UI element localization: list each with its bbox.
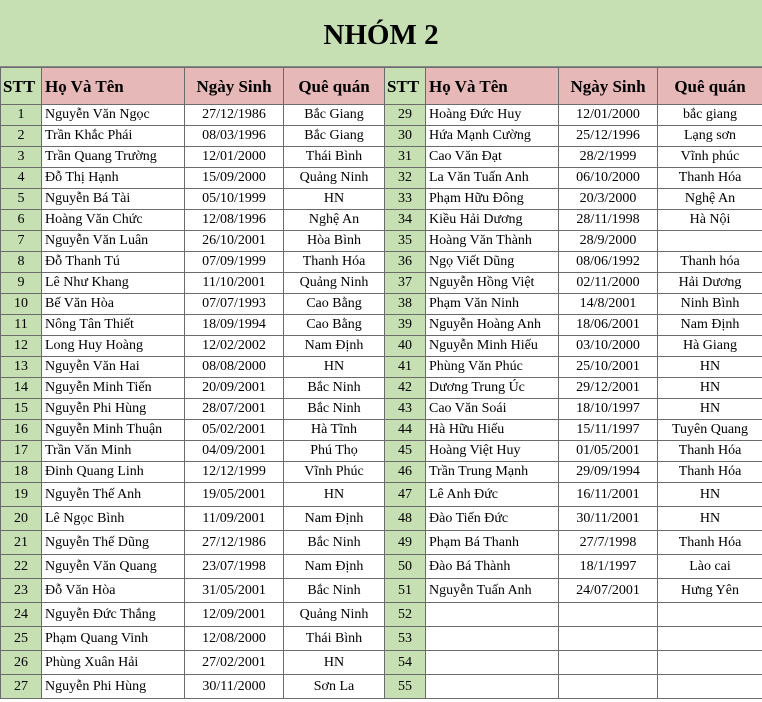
- cell-stt-left[interactable]: 11: [1, 315, 42, 336]
- cell-name-left[interactable]: Phùng Xuân Hải: [42, 651, 185, 675]
- cell-name-right[interactable]: Cao Văn Soái: [426, 399, 559, 420]
- cell-stt-right[interactable]: 36: [385, 252, 426, 273]
- cell-dob-right[interactable]: 28/2/1999: [559, 147, 658, 168]
- cell-dob-right[interactable]: 25/10/2001: [559, 357, 658, 378]
- cell-hometown-left[interactable]: Nam Định: [284, 555, 385, 579]
- cell-dob-right[interactable]: 18/1/1997: [559, 555, 658, 579]
- cell-hometown-left[interactable]: Bắc Ninh: [284, 531, 385, 555]
- cell-stt-right[interactable]: 50: [385, 555, 426, 579]
- cell-name-left[interactable]: Nguyễn Phi Hùng: [42, 399, 185, 420]
- cell-name-right[interactable]: [426, 651, 559, 675]
- cell-stt-right[interactable]: 41: [385, 357, 426, 378]
- cell-hometown-right[interactable]: HN: [658, 507, 762, 531]
- cell-name-right[interactable]: Phạm Bá Thanh: [426, 531, 559, 555]
- table-row: [1, 483, 762, 507]
- cell-dob-left[interactable]: 05/02/2001: [185, 420, 284, 441]
- cell-stt-left[interactable]: 12: [1, 336, 42, 357]
- cell-dob-left[interactable]: 08/03/1996: [185, 126, 284, 147]
- cell-stt-left[interactable]: 14: [1, 378, 42, 399]
- cell-dob-right[interactable]: 16/11/2001: [559, 483, 658, 507]
- cell-hometown-left[interactable]: Cao Bằng: [284, 294, 385, 315]
- cell-name-right[interactable]: Ngọ Viết Dũng: [426, 252, 559, 273]
- cell-dob-left[interactable]: 12/12/1999: [185, 462, 284, 483]
- cell-stt-left[interactable]: 24: [1, 603, 42, 627]
- cell-stt-right[interactable]: 46: [385, 462, 426, 483]
- cell-hometown-right[interactable]: Vĩnh phúc: [658, 147, 762, 168]
- cell-stt-right[interactable]: 34: [385, 210, 426, 231]
- cell-name-left[interactable]: Đỗ Thị Hạnh: [42, 168, 185, 189]
- table-row: [1, 252, 762, 273]
- cell-dob-right[interactable]: 24/07/2001: [559, 579, 658, 603]
- cell-dob-left[interactable]: 11/09/2001: [185, 507, 284, 531]
- cell-name-left[interactable]: Phạm Quang Vinh: [42, 627, 185, 651]
- cell-name-left[interactable]: Nguyễn Văn Ngọc: [42, 105, 185, 126]
- cell-hometown-right[interactable]: [658, 603, 762, 627]
- cell-hometown-right[interactable]: Thanh Hóa: [658, 168, 762, 189]
- cell-hometown-right[interactable]: Ninh Bình: [658, 294, 762, 315]
- cell-hometown-left[interactable]: Bắc Giang: [284, 105, 385, 126]
- cell-dob-right[interactable]: 14/8/2001: [559, 294, 658, 315]
- cell-name-left[interactable]: Hoàng Văn Chức: [42, 210, 185, 231]
- header-dob-right[interactable]: Ngày Sinh: [559, 68, 658, 105]
- cell-dob-left[interactable]: 07/09/1999: [185, 252, 284, 273]
- cell-dob-right[interactable]: 03/10/2000: [559, 336, 658, 357]
- cell-stt-right[interactable]: 43: [385, 399, 426, 420]
- cell-hometown-left[interactable]: Thái Bình: [284, 147, 385, 168]
- cell-stt-right[interactable]: 51: [385, 579, 426, 603]
- cell-hometown-left[interactable]: Bắc Ninh: [284, 579, 385, 603]
- cell-hometown-right[interactable]: HN: [658, 378, 762, 399]
- cell-hometown-left[interactable]: HN: [284, 357, 385, 378]
- cell-name-right[interactable]: Cao Văn Đạt: [426, 147, 559, 168]
- cell-stt-left[interactable]: 16: [1, 420, 42, 441]
- cell-hometown-right[interactable]: HN: [658, 357, 762, 378]
- cell-stt-left[interactable]: 4: [1, 168, 42, 189]
- header-hometown-right[interactable]: Quê quán: [658, 68, 762, 105]
- cell-name-left[interactable]: Đỗ Văn Hòa: [42, 579, 185, 603]
- cell-hometown-right[interactable]: Nam Định: [658, 315, 762, 336]
- table-row: [1, 336, 762, 357]
- cell-stt-right[interactable]: 47: [385, 483, 426, 507]
- cell-hometown-right[interactable]: bắc giang: [658, 105, 762, 126]
- cell-name-right[interactable]: Hoàng Việt Huy: [426, 441, 559, 462]
- cell-name-left[interactable]: Trần Khắc Phái: [42, 126, 185, 147]
- cell-hometown-left[interactable]: Phú Thọ: [284, 441, 385, 462]
- cell-name-right[interactable]: Đào Tiến Đức: [426, 507, 559, 531]
- cell-stt-right[interactable]: 29: [385, 105, 426, 126]
- cell-name-left[interactable]: Nguyễn Thế Dũng: [42, 531, 185, 555]
- cell-stt-left[interactable]: 7: [1, 231, 42, 252]
- cell-stt-right[interactable]: 55: [385, 675, 426, 699]
- cell-name-left[interactable]: Nguyễn Minh Thuận: [42, 420, 185, 441]
- cell-hometown-right[interactable]: Thanh Hóa: [658, 441, 762, 462]
- cell-stt-left[interactable]: 21: [1, 531, 42, 555]
- cell-stt-right[interactable]: 54: [385, 651, 426, 675]
- cell-dob-left[interactable]: 05/10/1999: [185, 189, 284, 210]
- table-row: [1, 579, 762, 603]
- cell-name-left[interactable]: Lê Ngọc Bình: [42, 507, 185, 531]
- cell-stt-right[interactable]: 53: [385, 627, 426, 651]
- cell-stt-left[interactable]: 20: [1, 507, 42, 531]
- cell-name-left[interactable]: Nguyễn Đức Thắng: [42, 603, 185, 627]
- cell-dob-right[interactable]: 28/9/2000: [559, 231, 658, 252]
- cell-stt-left[interactable]: 8: [1, 252, 42, 273]
- cell-name-left[interactable]: Đinh Quang Linh: [42, 462, 185, 483]
- cell-stt-right[interactable]: 38: [385, 294, 426, 315]
- table-row: [1, 531, 762, 555]
- cell-dob-right[interactable]: [559, 603, 658, 627]
- cell-hometown-right[interactable]: [658, 651, 762, 675]
- cell-name-right[interactable]: Đào Bá Thành: [426, 555, 559, 579]
- table-row: [1, 294, 762, 315]
- cell-hometown-left[interactable]: Bắc Ninh: [284, 378, 385, 399]
- cell-stt-left[interactable]: 23: [1, 579, 42, 603]
- cell-stt-left[interactable]: 1: [1, 105, 42, 126]
- cell-dob-left[interactable]: 27/02/2001: [185, 651, 284, 675]
- cell-stt-right[interactable]: 30: [385, 126, 426, 147]
- cell-name-right[interactable]: Lê Anh Đức: [426, 483, 559, 507]
- cell-stt-left[interactable]: 10: [1, 294, 42, 315]
- cell-stt-left[interactable]: 2: [1, 126, 42, 147]
- cell-stt-left[interactable]: 17: [1, 441, 42, 462]
- table-row: [1, 105, 762, 126]
- table-row: [1, 273, 762, 294]
- cell-stt-left[interactable]: 18: [1, 462, 42, 483]
- cell-name-right[interactable]: Nguyễn Hoàng Anh: [426, 315, 559, 336]
- cell-stt-right[interactable]: 48: [385, 507, 426, 531]
- cell-stt-left[interactable]: 9: [1, 273, 42, 294]
- cell-dob-left[interactable]: 04/09/2001: [185, 441, 284, 462]
- cell-dob-left[interactable]: 28/07/2001: [185, 399, 284, 420]
- cell-dob-right[interactable]: 12/01/2000: [559, 105, 658, 126]
- header-stt-left[interactable]: STT: [1, 68, 42, 105]
- cell-hometown-left[interactable]: Hà Tĩnh: [284, 420, 385, 441]
- cell-name-left[interactable]: Nguyễn Bá Tài: [42, 189, 185, 210]
- cell-stt-right[interactable]: 44: [385, 420, 426, 441]
- cell-name-right[interactable]: Trần Trung Mạnh: [426, 462, 559, 483]
- cell-name-left[interactable]: Nông Tân Thiết: [42, 315, 185, 336]
- table-row: [1, 441, 762, 462]
- cell-hometown-right[interactable]: Thanh hóa: [658, 252, 762, 273]
- cell-dob-left[interactable]: 30/11/2000: [185, 675, 284, 699]
- cell-hometown-right[interactable]: Hà Nội: [658, 210, 762, 231]
- header-row: [1, 68, 762, 105]
- table-row: [1, 357, 762, 378]
- header-name-right[interactable]: Họ Và Tên: [426, 68, 559, 105]
- table-row: [1, 627, 762, 651]
- cell-dob-right[interactable]: 06/10/2000: [559, 168, 658, 189]
- table-row: [1, 420, 762, 441]
- cell-hometown-left[interactable]: Nam Định: [284, 336, 385, 357]
- cell-hometown-right[interactable]: HN: [658, 483, 762, 507]
- cell-dob-left[interactable]: 07/07/1993: [185, 294, 284, 315]
- cell-name-right[interactable]: Hoàng Văn Thành: [426, 231, 559, 252]
- table-row: [1, 651, 762, 675]
- cell-hometown-left[interactable]: HN: [284, 483, 385, 507]
- cell-name-left[interactable]: Nguyễn Văn Quang: [42, 555, 185, 579]
- table-row: [1, 399, 762, 420]
- table-row: [1, 168, 762, 189]
- cell-hometown-left[interactable]: Cao Bằng: [284, 315, 385, 336]
- cell-name-left[interactable]: Long Huy Hoàng: [42, 336, 185, 357]
- cell-name-right[interactable]: Hà Hữu Hiếu: [426, 420, 559, 441]
- cell-hometown-right[interactable]: Tuyên Quang: [658, 420, 762, 441]
- cell-dob-right[interactable]: 25/12/1996: [559, 126, 658, 147]
- cell-name-left[interactable]: Lê Như Khang: [42, 273, 185, 294]
- cell-dob-left[interactable]: 12/09/2001: [185, 603, 284, 627]
- table-row: [1, 507, 762, 531]
- cell-dob-right[interactable]: 08/06/1992: [559, 252, 658, 273]
- cell-stt-right[interactable]: 32: [385, 168, 426, 189]
- cell-name-left[interactable]: Đỗ Thanh Tú: [42, 252, 185, 273]
- cell-dob-right[interactable]: 18/06/2001: [559, 315, 658, 336]
- cell-hometown-left[interactable]: HN: [284, 189, 385, 210]
- cell-dob-left[interactable]: 15/09/2000: [185, 168, 284, 189]
- cell-stt-right[interactable]: 42: [385, 378, 426, 399]
- table-row: [1, 210, 762, 231]
- cell-stt-left[interactable]: 25: [1, 627, 42, 651]
- cell-name-left[interactable]: Nguyễn Văn Luân: [42, 231, 185, 252]
- cell-name-right[interactable]: [426, 603, 559, 627]
- cell-dob-left[interactable]: 08/08/2000: [185, 357, 284, 378]
- cell-name-right[interactable]: [426, 675, 559, 699]
- table-row: [1, 315, 762, 336]
- table-row: [1, 555, 762, 579]
- cell-name-right[interactable]: Phùng Văn Phúc: [426, 357, 559, 378]
- header-dob-left[interactable]: Ngày Sinh: [185, 68, 284, 105]
- cell-hometown-left[interactable]: Quảng Ninh: [284, 273, 385, 294]
- cell-dob-right[interactable]: [559, 651, 658, 675]
- cell-hometown-right[interactable]: Lào cai: [658, 555, 762, 579]
- cell-stt-right[interactable]: 40: [385, 336, 426, 357]
- header-hometown-left[interactable]: Quê quán: [284, 68, 385, 105]
- cell-dob-left[interactable]: 26/10/2001: [185, 231, 284, 252]
- cell-dob-left[interactable]: 20/09/2001: [185, 378, 284, 399]
- cell-name-left[interactable]: Trần Văn Minh: [42, 441, 185, 462]
- cell-stt-right[interactable]: 39: [385, 315, 426, 336]
- cell-hometown-right[interactable]: Thanh Hóa: [658, 531, 762, 555]
- cell-hometown-right[interactable]: Lạng sơn: [658, 126, 762, 147]
- cell-hometown-left[interactable]: Thanh Hóa: [284, 252, 385, 273]
- cell-hometown-right[interactable]: [658, 627, 762, 651]
- cell-name-left[interactable]: Trần Quang Trường: [42, 147, 185, 168]
- cell-dob-right[interactable]: 29/09/1994: [559, 462, 658, 483]
- table-row: [1, 147, 762, 168]
- cell-dob-left[interactable]: 27/12/1986: [185, 105, 284, 126]
- table-row: [1, 189, 762, 210]
- cell-stt-right[interactable]: 52: [385, 603, 426, 627]
- cell-name-right[interactable]: Dương Trung Úc: [426, 378, 559, 399]
- cell-dob-right[interactable]: 30/11/2001: [559, 507, 658, 531]
- cell-hometown-right[interactable]: [658, 675, 762, 699]
- cell-hometown-left[interactable]: Bắc Giang: [284, 126, 385, 147]
- cell-stt-left[interactable]: 6: [1, 210, 42, 231]
- cell-name-right[interactable]: [426, 627, 559, 651]
- cell-dob-left[interactable]: 27/12/1986: [185, 531, 284, 555]
- header-name-left[interactable]: Họ Và Tên: [42, 68, 185, 105]
- cell-stt-right[interactable]: 49: [385, 531, 426, 555]
- cell-name-right[interactable]: Hoàng Đức Huy: [426, 105, 559, 126]
- cell-name-right[interactable]: Nguyễn Tuấn Anh: [426, 579, 559, 603]
- cell-name-right[interactable]: Hứa Mạnh Cường: [426, 126, 559, 147]
- cell-hometown-right[interactable]: Thanh Hóa: [658, 462, 762, 483]
- cell-dob-left[interactable]: 23/07/1998: [185, 555, 284, 579]
- cell-dob-left[interactable]: 12/08/1996: [185, 210, 284, 231]
- cell-name-right[interactable]: Nguyễn Minh Hiếu: [426, 336, 559, 357]
- cell-hometown-right[interactable]: Hưng Yên: [658, 579, 762, 603]
- student-table: [0, 67, 762, 699]
- cell-hometown-right[interactable]: [658, 231, 762, 252]
- cell-stt-left[interactable]: 5: [1, 189, 42, 210]
- cell-name-right[interactable]: Phạm Hữu Đông: [426, 189, 559, 210]
- table-row: [1, 126, 762, 147]
- cell-dob-left[interactable]: 12/08/2000: [185, 627, 284, 651]
- cell-hometown-left[interactable]: Vĩnh Phúc: [284, 462, 385, 483]
- cell-stt-right[interactable]: 35: [385, 231, 426, 252]
- table-row: [1, 378, 762, 399]
- cell-hometown-left[interactable]: Thái Bình: [284, 627, 385, 651]
- cell-dob-left[interactable]: 12/02/2002: [185, 336, 284, 357]
- cell-dob-right[interactable]: 18/10/1997: [559, 399, 658, 420]
- cell-name-left[interactable]: Nguyễn Văn Hai: [42, 357, 185, 378]
- cell-dob-right[interactable]: [559, 675, 658, 699]
- cell-dob-right[interactable]: 20/3/2000: [559, 189, 658, 210]
- cell-dob-right[interactable]: [559, 627, 658, 651]
- cell-hometown-right[interactable]: Hải Dương: [658, 273, 762, 294]
- cell-dob-right[interactable]: 28/11/1998: [559, 210, 658, 231]
- cell-dob-right[interactable]: 15/11/1997: [559, 420, 658, 441]
- cell-hometown-left[interactable]: HN: [284, 651, 385, 675]
- cell-dob-left[interactable]: 31/05/2001: [185, 579, 284, 603]
- cell-hometown-right[interactable]: HN: [658, 399, 762, 420]
- cell-dob-left[interactable]: 11/10/2001: [185, 273, 284, 294]
- cell-hometown-right[interactable]: Nghệ An: [658, 189, 762, 210]
- cell-name-right[interactable]: Nguyễn Hồng Việt: [426, 273, 559, 294]
- cell-stt-left[interactable]: 26: [1, 651, 42, 675]
- cell-dob-right[interactable]: 02/11/2000: [559, 273, 658, 294]
- cell-hometown-left[interactable]: Quảng Ninh: [284, 603, 385, 627]
- cell-stt-left[interactable]: 27: [1, 675, 42, 699]
- cell-stt-left[interactable]: 13: [1, 357, 42, 378]
- cell-dob-left[interactable]: 12/01/2000: [185, 147, 284, 168]
- cell-stt-right[interactable]: 33: [385, 189, 426, 210]
- cell-name-left[interactable]: Nguyễn Minh Tiến: [42, 378, 185, 399]
- cell-name-left[interactable]: Nguyễn Thế Anh: [42, 483, 185, 507]
- cell-hometown-left[interactable]: Hòa Bình: [284, 231, 385, 252]
- cell-stt-right[interactable]: 37: [385, 273, 426, 294]
- table-row: [1, 231, 762, 252]
- cell-hometown-left[interactable]: Nam Định: [284, 507, 385, 531]
- cell-stt-left[interactable]: 22: [1, 555, 42, 579]
- cell-hometown-right[interactable]: Hà Giang: [658, 336, 762, 357]
- cell-name-right[interactable]: Kiều Hải Dương: [426, 210, 559, 231]
- cell-name-right[interactable]: La Văn Tuấn Anh: [426, 168, 559, 189]
- table-row: [1, 603, 762, 627]
- header-stt-right[interactable]: STT: [385, 68, 426, 105]
- cell-hometown-left[interactable]: Nghệ An: [284, 210, 385, 231]
- cell-dob-left[interactable]: 19/05/2001: [185, 483, 284, 507]
- cell-hometown-left[interactable]: Sơn La: [284, 675, 385, 699]
- cell-hometown-left[interactable]: Bắc Ninh: [284, 399, 385, 420]
- cell-dob-left[interactable]: 18/09/1994: [185, 315, 284, 336]
- cell-stt-right[interactable]: 31: [385, 147, 426, 168]
- cell-dob-right[interactable]: 27/7/1998: [559, 531, 658, 555]
- table-row: [1, 462, 762, 483]
- cell-dob-right[interactable]: 01/05/2001: [559, 441, 658, 462]
- cell-stt-right[interactable]: 45: [385, 441, 426, 462]
- table-row: [1, 675, 762, 699]
- cell-hometown-left[interactable]: Quảng Ninh: [284, 168, 385, 189]
- group-title[interactable]: NHÓM 2: [0, 0, 762, 67]
- cell-stt-left[interactable]: 15: [1, 399, 42, 420]
- cell-stt-left[interactable]: 19: [1, 483, 42, 507]
- cell-name-left[interactable]: Nguyễn Phi Hùng: [42, 675, 185, 699]
- cell-name-left[interactable]: Bế Văn Hòa: [42, 294, 185, 315]
- cell-dob-right[interactable]: 29/12/2001: [559, 378, 658, 399]
- cell-stt-left[interactable]: 3: [1, 147, 42, 168]
- cell-name-right[interactable]: Phạm Văn Ninh: [426, 294, 559, 315]
